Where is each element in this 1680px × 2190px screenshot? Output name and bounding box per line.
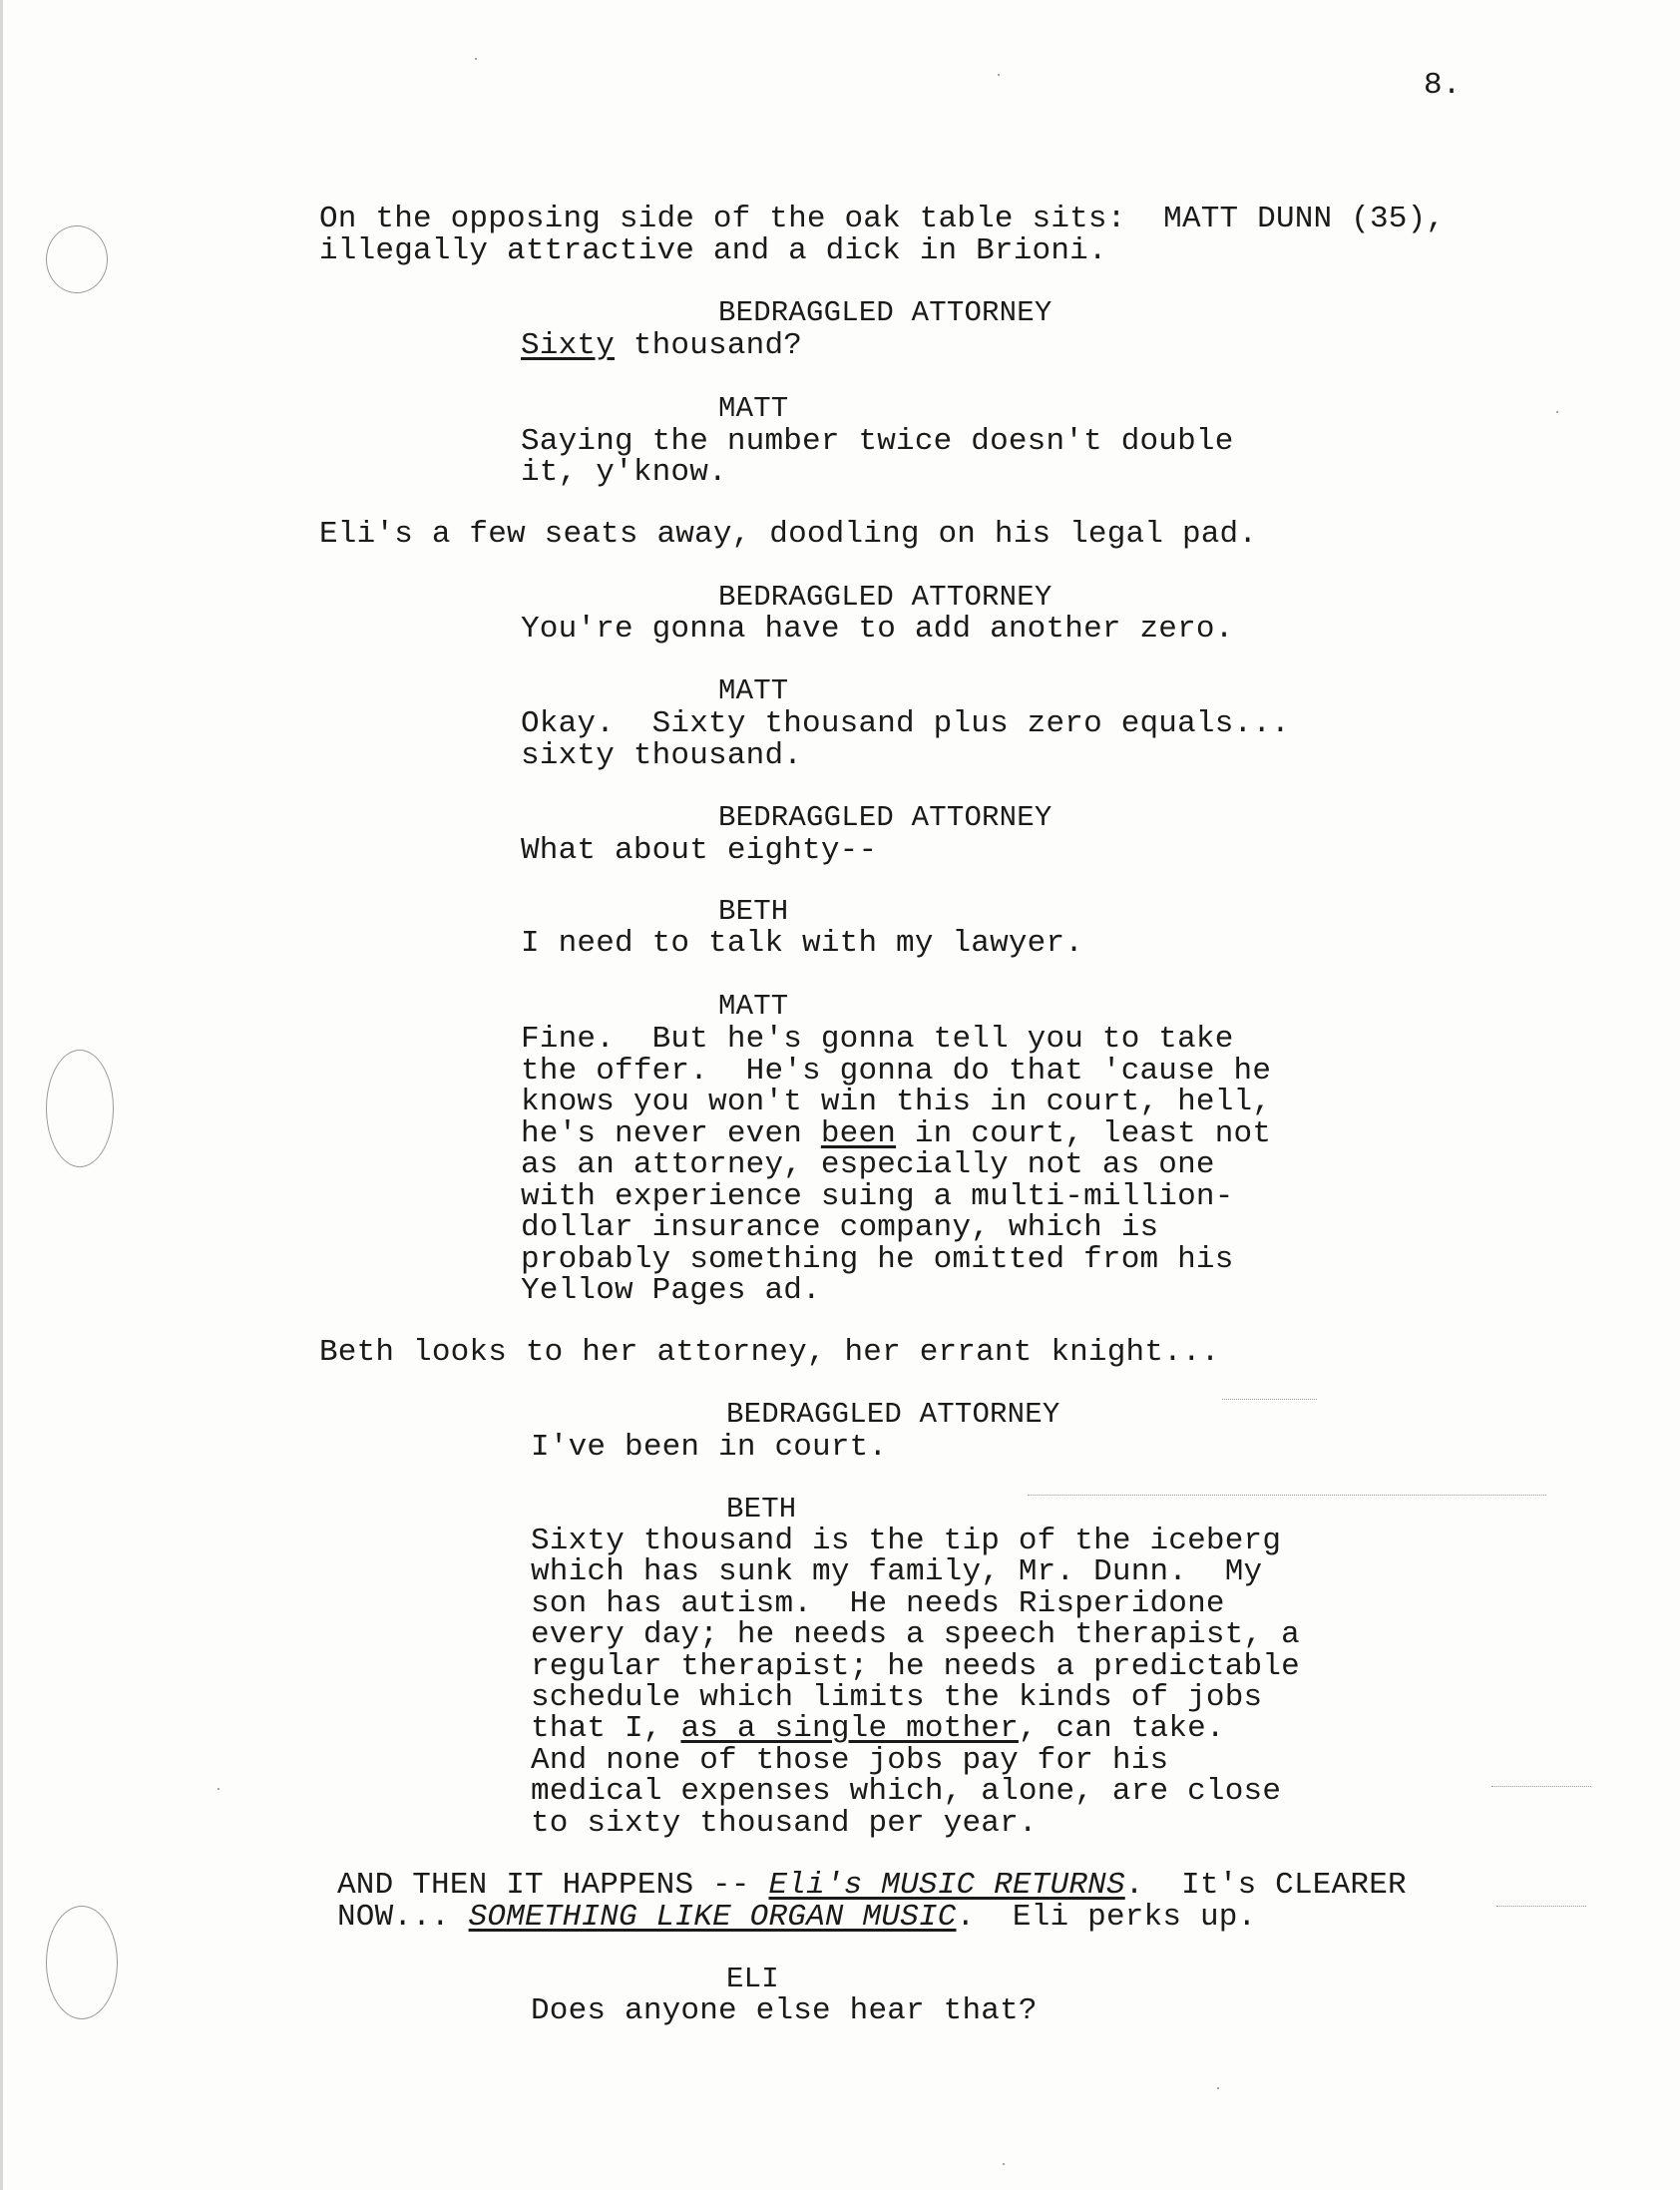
text-run: the offer. He's gonna do that 'cause he bbox=[521, 1054, 1272, 1089]
character-name bbox=[718, 297, 1051, 328]
text-run: I've been in court. bbox=[531, 1430, 888, 1465]
text-run: Eli's a few seats away, doodling on his legal pad. bbox=[319, 517, 1258, 552]
text-run: BEDRAGGLED ATTORNEY bbox=[718, 801, 1052, 834]
scan-artifact bbox=[1028, 1495, 1546, 1497]
text-run: with experience suing a multi-million- bbox=[521, 1179, 1234, 1214]
text-run: sixty thousand. bbox=[521, 738, 803, 773]
character-name bbox=[718, 393, 788, 424]
binder-hole-middle bbox=[46, 1050, 114, 1167]
text-run: as an attorney, especially not as one bbox=[521, 1147, 1215, 1182]
text-run: that I, bbox=[531, 1711, 681, 1746]
character-name bbox=[726, 1964, 779, 1994]
character-name bbox=[718, 802, 1051, 833]
dialogue-line bbox=[531, 1588, 1225, 1619]
scan-artifact bbox=[1496, 1906, 1586, 1908]
text-run: BETH bbox=[718, 895, 789, 928]
page-number: 8. bbox=[1424, 68, 1462, 103]
text-run: . It's CLEARER bbox=[1124, 1868, 1407, 1903]
text-run: MATT bbox=[718, 674, 789, 707]
dialogue-line bbox=[521, 740, 802, 771]
text-run: You're gonna have to add another zero. bbox=[521, 612, 1234, 647]
emphasized-text: been bbox=[820, 1116, 897, 1151]
dialogue-line bbox=[521, 457, 727, 488]
text-run: medical expenses which, alone, are close bbox=[531, 1774, 1282, 1809]
text-run: Sixty thousand is the tip of the iceberg bbox=[531, 1524, 1282, 1558]
dialogue-line bbox=[531, 1526, 1281, 1556]
dialogue-line bbox=[521, 708, 1290, 739]
text-run: MATT bbox=[718, 990, 789, 1023]
dialogue-line bbox=[531, 1995, 1038, 2026]
text-run: to sixty thousand per year. bbox=[531, 1806, 1038, 1841]
scan-artifact bbox=[1003, 2163, 1005, 2165]
scan-artifact bbox=[1491, 1786, 1591, 1788]
dialogue-line bbox=[521, 1244, 1234, 1275]
text-run: illegally attractive and a dick in Brioni. bbox=[319, 233, 1107, 268]
scan-artifact bbox=[1222, 1399, 1317, 1401]
dialogue-line bbox=[531, 1713, 1225, 1744]
dialogue-line bbox=[521, 1087, 1271, 1117]
text-run: AND THEN IT HAPPENS -- bbox=[337, 1868, 769, 1903]
character-name bbox=[718, 896, 788, 927]
text-run: Yellow Pages ad. bbox=[521, 1273, 821, 1308]
character-name bbox=[718, 582, 1051, 613]
dialogue-line bbox=[521, 1212, 1158, 1243]
character-name bbox=[726, 1399, 1059, 1430]
scan-artifact bbox=[475, 58, 477, 60]
dialogue-line bbox=[531, 1745, 1168, 1776]
text-run: On the opposing side of the oak table sits: MATT DUNN (35), bbox=[319, 202, 1446, 236]
character-name bbox=[718, 991, 788, 1022]
dialogue-line bbox=[531, 1556, 1262, 1587]
emphasized-text: Eli's MUSIC RETURNS bbox=[768, 1868, 1125, 1903]
dialogue-line bbox=[521, 330, 802, 361]
text-run: Saying the number twice doesn't double bbox=[521, 424, 1234, 459]
text-run: BEDRAGGLED ATTORNEY bbox=[726, 1398, 1060, 1431]
text-run: What about eighty-- bbox=[521, 833, 878, 868]
text-run: MATT bbox=[718, 392, 789, 425]
scan-artifact bbox=[1217, 2087, 1219, 2089]
text-run: I need to talk with my lawyer. bbox=[521, 926, 1084, 961]
text-run: knows you won't win this in court, hell, bbox=[521, 1085, 1272, 1119]
text-run: regular therapist; he needs a predictable bbox=[531, 1649, 1300, 1684]
text-run: every day; he needs a speech therapist, a bbox=[531, 1617, 1300, 1652]
text-run: thousand? bbox=[615, 328, 803, 363]
action-line bbox=[337, 1870, 1407, 1901]
dialogue-line bbox=[521, 1056, 1271, 1087]
action-line bbox=[319, 235, 1107, 266]
dialogue-line bbox=[521, 928, 1083, 959]
dialogue-line bbox=[521, 614, 1234, 645]
text-run: Okay. Sixty thousand plus zero equals... bbox=[521, 706, 1290, 741]
binder-hole-top bbox=[46, 225, 108, 293]
action-line bbox=[319, 204, 1445, 234]
text-run: schedule which limits the kinds of jobs bbox=[531, 1680, 1263, 1715]
emphasized-text: SOMETHING LIKE ORGAN MUSIC bbox=[468, 1900, 957, 1935]
dialogue-line bbox=[521, 1149, 1215, 1180]
dialogue-line bbox=[531, 1432, 887, 1463]
character-name bbox=[718, 675, 788, 706]
text-run: BEDRAGGLED ATTORNEY bbox=[718, 296, 1052, 329]
dialogue-line bbox=[521, 1275, 821, 1306]
text-run: Beth looks to her attorney, her errant knight... bbox=[319, 1335, 1220, 1370]
scan-artifact bbox=[1556, 411, 1558, 413]
dialogue-line bbox=[531, 1808, 1038, 1839]
text-run: probably something he omitted from his bbox=[521, 1242, 1234, 1277]
dialogue-line bbox=[531, 1651, 1300, 1682]
text-run: Does anyone else hear that? bbox=[531, 1993, 1038, 2028]
text-run: BEDRAGGLED ATTORNEY bbox=[718, 581, 1052, 614]
action-line bbox=[319, 519, 1257, 550]
text-run: which has sunk my family, Mr. Dunn. My bbox=[531, 1554, 1263, 1589]
dialogue-line bbox=[521, 835, 877, 866]
dialogue-line bbox=[521, 1118, 1271, 1149]
dialogue-line bbox=[521, 1024, 1234, 1055]
action-line bbox=[319, 1337, 1220, 1368]
text-run: NOW... bbox=[337, 1900, 469, 1935]
text-run: dollar insurance company, which is bbox=[521, 1210, 1159, 1245]
dialogue-line bbox=[531, 1776, 1281, 1807]
action-line bbox=[337, 1902, 1256, 1933]
emphasized-text: as a single mother bbox=[680, 1711, 1019, 1746]
text-run: . Eli perks up. bbox=[956, 1900, 1257, 1935]
dialogue-line bbox=[521, 1181, 1234, 1212]
scan-artifact bbox=[217, 1788, 219, 1790]
character-name bbox=[726, 1494, 796, 1525]
text-run: And none of those jobs pay for his bbox=[531, 1743, 1169, 1778]
dialogue-line bbox=[531, 1619, 1300, 1650]
text-run: , can take. bbox=[1018, 1711, 1225, 1746]
binder-hole-bottom bbox=[46, 1906, 118, 2019]
text-run: ELI bbox=[726, 1963, 779, 1995]
dialogue-line bbox=[521, 426, 1234, 457]
text-run: it, y'know. bbox=[521, 455, 727, 490]
text-run: he's never even bbox=[521, 1116, 821, 1151]
emphasized-text: Sixty bbox=[521, 328, 616, 363]
text-run: son has autism. He needs Risperidone bbox=[531, 1586, 1225, 1621]
text-run: Fine. But he's gonna tell you to take bbox=[521, 1022, 1234, 1057]
dialogue-line bbox=[531, 1682, 1262, 1713]
text-run: BETH bbox=[726, 1493, 797, 1526]
scan-artifact bbox=[998, 74, 1000, 76]
page-edge bbox=[0, 0, 3, 2190]
text-run: in court, least not bbox=[896, 1116, 1272, 1151]
